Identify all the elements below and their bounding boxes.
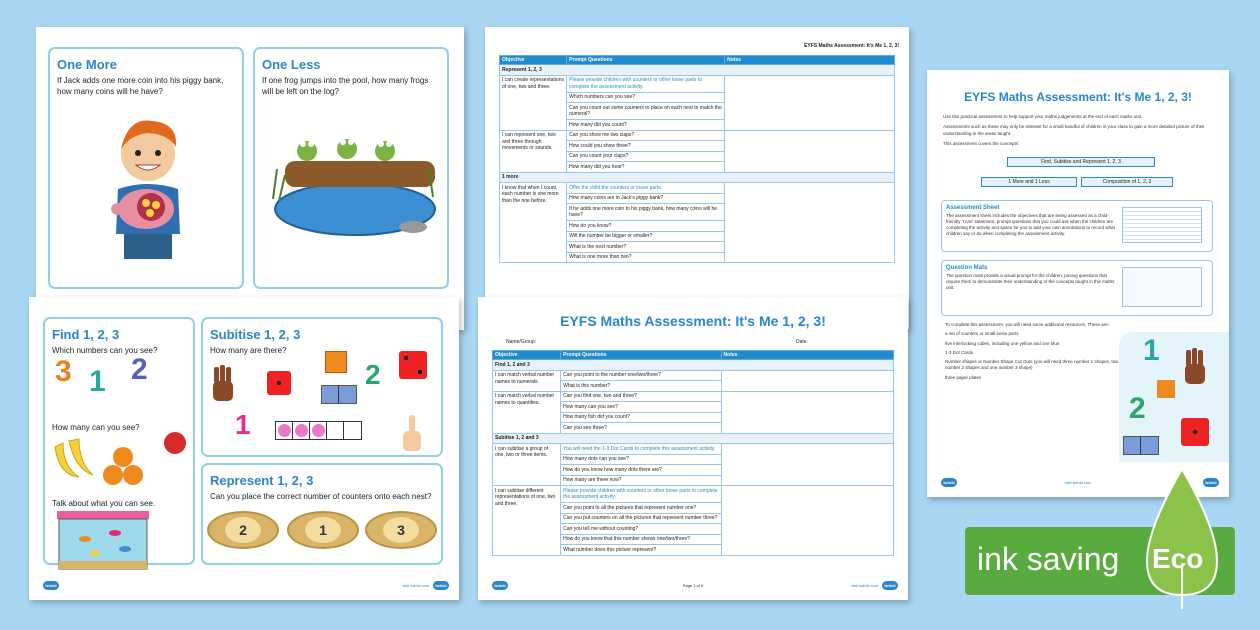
footer-url: visit twinkl.com <box>1064 480 1092 485</box>
resource-item: Number shapes or Number Shape Cut Outs (you will need three number 1 shapes, two number 2 shapes and one number 3 shape) <box>945 359 1119 371</box>
concept-box: Find, Subitise and Represent 1, 2, 3 <box>1007 157 1155 167</box>
card-one-more <box>48 47 244 289</box>
numeral-two: 2 <box>1129 392 1146 425</box>
numeral-two: 2 <box>365 359 381 390</box>
fish-tank-icon <box>55 509 151 571</box>
card-one-less <box>253 47 449 289</box>
col-notes: Notes <box>721 351 893 360</box>
resources-intro: To complete this assessment, you will need some additional resources. These are: <box>945 322 1109 327</box>
hand-three-fingers-icon <box>1181 346 1209 386</box>
prompt-cell: Will the number be bigger or smaller? <box>567 231 725 242</box>
card-title: One More <box>57 57 117 72</box>
section-heading: 1 more <box>500 172 895 183</box>
twinkl-logo: twinkl <box>492 581 508 590</box>
nest <box>207 511 279 549</box>
dot-die-one <box>1181 418 1209 446</box>
panel-text: The assessment sheet includes the objectives that are being assessed as a child-friendly 'I can' statement, prompt questions that you could ask when the children are completing the activity and space for you to add your own annotations to record what children say or do when completing the assessment activity. <box>946 213 1115 237</box>
prompt-cell: Can you show me two claps? <box>567 130 725 141</box>
notes-cell[interactable] <box>725 183 895 263</box>
prompt-cell: Please provide children with counters or other loose parts to complete the assessment activity. <box>567 75 725 92</box>
prompt-cell: Can you put counters on all the pictures that represent number three? <box>561 513 721 524</box>
prompt-cell: How could you show three? <box>567 141 725 152</box>
frogs-pond-illustration <box>263 109 443 239</box>
two-counter-frame <box>1123 436 1159 455</box>
notes-cell[interactable] <box>721 486 893 556</box>
concept-box: Composition of 1, 2, 3 <box>1081 177 1173 187</box>
panel-title: Question Mats <box>946 265 988 271</box>
orange-cube-icon <box>1157 380 1175 398</box>
card-question: How many can you see? <box>52 423 140 432</box>
twinkl-logo: twinkl <box>433 581 449 590</box>
numeral-one: 1 <box>235 409 251 440</box>
prompt-cell: Which numbers can you see? <box>567 92 725 103</box>
prompt-cell: How many did you hear? <box>567 162 725 173</box>
prompt-cell: What is this number? <box>561 381 721 392</box>
prompt-cell: Offer the child the counters or loose parts. <box>567 183 725 194</box>
prompt-cell: Can you tell me without counting? <box>561 524 721 535</box>
prompt-cell: How do you know how many dots there are? <box>561 465 721 476</box>
assessment-sheet-page-1 <box>478 297 908 600</box>
card-title: Represent 1, 2, 3 <box>210 473 314 488</box>
sheet-thumbnail <box>1122 207 1202 243</box>
corner-decoration <box>1119 332 1229 462</box>
assessment-sheet-page-2 <box>485 27 909 329</box>
dot-die-one <box>267 371 291 395</box>
prompt-cell: How many are there now? <box>561 475 721 486</box>
ink-saving-label: ink saving <box>977 541 1120 577</box>
assessment-table <box>492 350 894 556</box>
resource-item: 1-3 Dot Cards <box>945 349 974 355</box>
card-find <box>43 317 195 565</box>
objective-cell: I can represent one, two and three through movements or sounds. <box>500 130 567 172</box>
card-subitise <box>201 317 443 457</box>
section-heading: Represent 1, 2, 3 <box>500 65 895 76</box>
twinkl-logo: twinkl <box>1203 478 1219 487</box>
question-mats-panel <box>941 260 1213 316</box>
prompt-cell: Can you see three? <box>561 423 721 434</box>
objective-cell: I know that when I count, each number is one more than the one before. <box>500 183 567 263</box>
objective-cell: I can match verbal number names to quantities. <box>493 391 561 433</box>
prompt-cell: How do you know? <box>567 221 725 232</box>
prompt-cell: How do you know that this number shows one/two/three? <box>561 534 721 545</box>
objective-cell: I can subitise different representations of one, two and three. <box>493 486 561 556</box>
notes-cell[interactable] <box>725 75 895 130</box>
orange-cube-icon <box>325 351 347 373</box>
prompt-cell: You will need the 1-3 Dot Cards to complete this assessment activity. <box>561 444 721 455</box>
notes-cell[interactable] <box>725 130 895 172</box>
date-label: Date: <box>796 339 808 345</box>
card-question: Talk about what you can see. <box>52 499 156 508</box>
notes-cell[interactable] <box>721 391 893 433</box>
cover-title: EYFS Maths Assessment: It's Me 1, 2, 3! <box>964 90 1192 104</box>
sheet-title: EYFS Maths Assessment: It's Me 1, 2, 3! <box>560 313 826 329</box>
prompt-cell: How many coins are in Jack's piggy bank? <box>567 193 725 204</box>
intro-paragraph: Use this practical assessment to help support your maths judgements at the end of each maths unit. <box>943 114 1143 119</box>
card-question: If Jack adds one more coin into his piggy bank, how many coins will he have? <box>57 76 224 96</box>
twinkl-logo: twinkl <box>941 478 957 487</box>
objective-cell: I can subitise a group of one, two or three items. <box>493 444 561 486</box>
prompt-cell: What is one more than two? <box>567 252 725 263</box>
prompt-cell: How many fish did you count? <box>561 412 721 423</box>
panel-text: The question mats provide a visual prompt for the children, posing questions that require them to demonstrate their understanding of the concepts taught in this maths unit. <box>946 273 1115 291</box>
cover-intro <box>943 114 1213 147</box>
two-counter-frame <box>321 385 357 404</box>
card-question: If one frog jumps into the pool, how many frogs will be left on the log? <box>262 76 429 96</box>
col-notes: Notes <box>725 56 895 65</box>
footer-url: visit twinkl.com <box>402 583 429 588</box>
card-represent <box>201 463 443 565</box>
intro-paragraph: Assessments such as these may only be relevant for a small handful of children in your class to gain a more detailed picture of their understanding in the areas taught. <box>943 124 1205 136</box>
numeral-one: 1 <box>1143 334 1160 367</box>
prompt-cell: Can you point to the number one/two/three? <box>561 370 721 381</box>
objective-cell: I can create representations of one, two and three. <box>500 75 567 130</box>
prompt-cell: How many did you count? <box>567 120 725 131</box>
nest-number: 2 <box>225 517 261 543</box>
card-question: How many are there? <box>210 346 287 355</box>
question-mat-find-subitise <box>29 297 459 600</box>
prompt-cell: If he adds one more coin to his piggy bank, how many coins will he have? <box>567 204 725 221</box>
card-question: Which numbers can you see? <box>52 346 158 355</box>
mat-thumbnail <box>1122 267 1202 307</box>
footer-url: visit twinkl.com <box>851 583 878 588</box>
dot-die-two <box>399 351 427 379</box>
col-prompts: Prompt Questions <box>561 351 721 360</box>
objective-cell: I can match verbal number names to numerals. <box>493 370 561 391</box>
assessment-table <box>499 55 895 263</box>
eco-label: Eco <box>1152 543 1204 574</box>
panel-title: Assessment Sheet <box>946 205 1000 211</box>
prompt-cell: What is the next number? <box>567 242 725 253</box>
card-question: Can you place the correct number of counters onto each nest? <box>210 492 432 501</box>
eco-leaf-icon <box>1137 469 1227 609</box>
col-prompts: Prompt Questions <box>567 56 725 65</box>
section-heading: Subitise 1, 2 and 3 <box>493 433 894 444</box>
prompt-cell: Please provide children with counters or other loose parts to complete the assessment activity. <box>561 486 721 503</box>
nest <box>365 511 437 549</box>
section-heading: Find 1, 2 and 3 <box>493 360 894 371</box>
numeral-one: 1 <box>89 365 106 398</box>
hand-three-fingers-icon <box>209 363 237 403</box>
card-title: Subitise 1, 2, 3 <box>210 327 301 342</box>
twinkl-logo: twinkl <box>43 581 59 590</box>
sheet-header: EYFS Maths Assessment: It's Me 1, 2, 3! <box>804 43 899 49</box>
prompt-cell: How many dots can you see? <box>561 454 721 465</box>
resource-item: five interlocking cubes, including one yellow and one blue <box>945 340 1060 346</box>
prompt-cell: Can you point to all the pictures that represent number one? <box>561 503 721 514</box>
notes-cell[interactable] <box>721 444 893 486</box>
ten-frame <box>275 421 362 440</box>
nest-number: 1 <box>305 517 341 543</box>
notes-cell[interactable] <box>721 370 893 391</box>
prompt-cell: How many can you see? <box>561 402 721 413</box>
prompt-cell: Can you find one, two and three? <box>561 391 721 402</box>
prompt-cell: What number does this picture represent? <box>561 545 721 556</box>
nest <box>287 511 359 549</box>
name-group-label: Name/Group: <box>506 339 537 345</box>
assessment-sheet-panel <box>941 200 1213 252</box>
prompt-cell: Can you count out some counters to place on each nest to match the numeral? <box>567 103 725 120</box>
card-title: One Less <box>262 57 321 72</box>
concept-box: 1 More and 1 Less <box>981 177 1077 187</box>
hand-one-finger-icon <box>399 413 425 453</box>
resource-item: three paper plates <box>945 374 982 380</box>
cover-page <box>927 70 1229 497</box>
col-objective: Objective <box>500 56 567 65</box>
numeral-two: 2 <box>131 353 148 386</box>
resources-section <box>945 322 1125 381</box>
resource-item: a set of counters or small loose parts <box>945 331 1019 337</box>
intro-paragraph: This assessment covers the concepts: <box>943 140 1020 146</box>
fruit-illustration <box>49 429 189 489</box>
nest-number: 3 <box>383 517 419 543</box>
ink-saving-badge <box>965 527 1235 595</box>
question-mat-more-less <box>36 27 464 330</box>
twinkl-logo: twinkl <box>882 581 898 590</box>
prompt-cell: Can you count your claps? <box>567 151 725 162</box>
page-number: Page 1 of 5 <box>682 583 704 588</box>
card-title: Find 1, 2, 3 <box>52 327 120 342</box>
col-objective: Objective <box>493 351 561 360</box>
boy-piggy-bank-illustration <box>88 109 208 259</box>
numeral-three: 3 <box>55 355 72 388</box>
